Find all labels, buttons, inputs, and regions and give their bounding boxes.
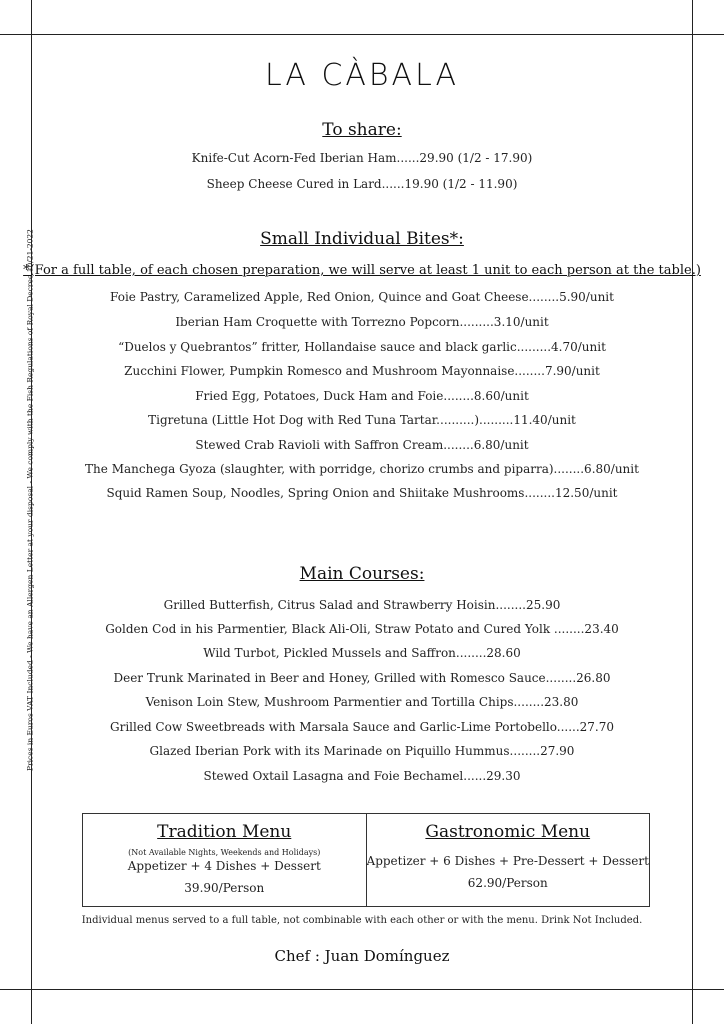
tradition-menu-price: 39.90/Person [184, 881, 265, 895]
main-item: Deer Trunk Marinated in Beer and Honey, Grilled with Romesco Sauce........26.80 [113, 671, 611, 685]
legal-side-note: Prices in Euros VAT Included - We have an Allergen Letter at your disposal - We comply with the Fish Regulations of Royal Decree 10/21-2022 [25, 229, 35, 771]
main-item: Golden Cod in his Parmentier, Black Ali-Oli, Straw Potato and Cured Yolk ........23.40 [105, 622, 619, 636]
bite-item: Squid Ramen Soup, Noodles, Spring Onion and Shiitake Mushrooms........12.50/unit [106, 486, 618, 500]
gastronomic-menu-title: Gastronomic Menu [425, 822, 591, 842]
bite-item: Iberian Ham Croquette with Torrezno Popcorn.........3.10/unit [175, 315, 549, 329]
main-item: Venison Loin Stew, Mushroom Parmentier and Tortilla Chips........23.80 [145, 695, 579, 709]
main-courses-title: Main Courses: [299, 564, 425, 584]
tradition-menu [83, 814, 367, 906]
bite-item: Foie Pastry, Caramelized Apple, Red Onion, Quince and Goat Cheese........5.90/unit [110, 290, 614, 304]
bottom-border-line [0, 989, 724, 990]
main-item: Grilled Butterfish, Citrus Salad and Strawberry Hoisin........25.90 [163, 598, 561, 612]
logo-text: LA CÀBALA [264, 58, 460, 93]
bite-item: Zucchini Flower, Pumpkin Romesco and Mushroom Mayonnaise........7.90/unit [124, 364, 600, 378]
tradition-menu-title: Tradition Menu [157, 822, 292, 842]
bite-item: The Manchega Gyoza (slaughter, with porridge, chorizo crumbs and piparra)........6.80/unit [85, 462, 639, 476]
tradition-menu-content: Appetizer + 4 Dishes + Dessert [127, 859, 321, 873]
set-menus-box [82, 813, 650, 907]
main-item: Wild Turbot, Pickled Mussels and Saffron........28.60 [203, 646, 521, 660]
tradition-menu-availability: (Not Available Nights, Weekends and Holidays) [128, 848, 321, 857]
gastronomic-menu-price: 62.90/Person [467, 876, 548, 890]
bite-item: Tigretuna (Little Hot Dog with Red Tuna Tartar..........).........11.40/unit [148, 413, 576, 427]
chef-signature: Chef : Juan Domínguez [274, 947, 450, 965]
bite-item: Fried Egg, Potatoes, Duck Ham and Foie........8.60/unit [195, 389, 529, 403]
main-item: Grilled Cow Sweetbreads with Marsala Sauce and Garlic-Lime Portobello......27.70 [110, 720, 614, 734]
bite-item: “Duelos y Quebrantos” fritter, Hollandaise sauce and black garlic.........4.70/unit [118, 340, 606, 354]
bite-item: Stewed Crab Ravioli with Saffron Cream........6.80/unit [195, 438, 529, 452]
top-border-line [0, 34, 724, 35]
restaurant-logo [0, 58, 724, 93]
share-item: Sheep Cheese Cured in Lard......19.90 (1/2 - 11.90) [206, 177, 518, 191]
share-item: Knife-Cut Acorn-Fed Iberian Ham......29.90 (1/2 - 17.90) [191, 151, 533, 165]
small-bites-title: Small Individual Bites*: [260, 229, 464, 249]
gastronomic-menu [367, 814, 650, 906]
gastronomic-menu-content: Appetizer + 6 Dishes + Pre-Dessert + Dessert [366, 854, 649, 868]
small-bites-note: *(For a full table, of each chosen preparation, we will serve at least 1 unit to each person at the table.) [23, 263, 701, 278]
main-item: Glazed Iberian Pork with its Marinade on Piquillo Hummus........27.90 [149, 744, 575, 758]
main-item: Stewed Oxtail Lasagna and Foie Bechamel......29.30 [203, 769, 521, 783]
menus-footnote: Individual menus served to a full table, not combinable with each other or with the menu. Drink Not Included. [81, 915, 643, 926]
to-share-title: To share: [322, 120, 402, 140]
